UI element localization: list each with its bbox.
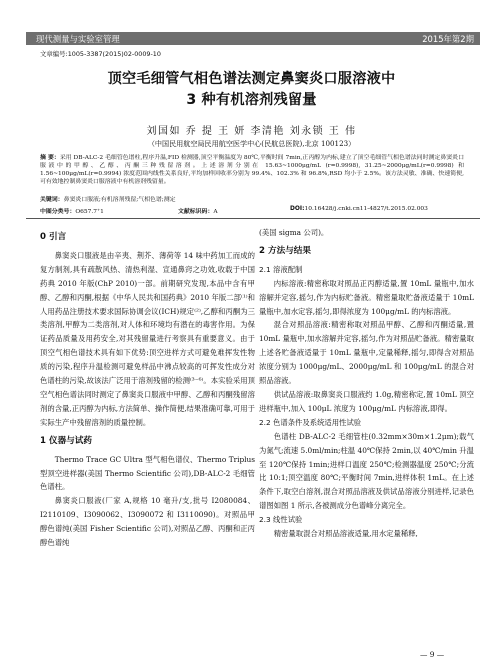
paragraph: 色谱柱 DB-ALC-2 毛细管柱(0.32mm×30m×1.2μm);载气为氮气;流速 5.0ml/min;柱温 40℃保持 2min,以 40℃/min 升温至 120℃保持 1min;进样口温度 250℃;检测器温度 250℃;分流比 10:1;顶空温度 80℃;平衡时间 7min,进样体积 1mL。在上述条件下,取空白溶剂,混合对照品溶液及供试品溶液分别进样,记录色谱图如图 1 所示,各被测成分色谱峰分离完全。 [259,431,474,511]
abstract-text: 采用 DB-ALC-2 毛细管色谱柱,程序升温,FID 检测器,顶空平衡温度为 80℃,平衡时间 7min,正丙醇为内标,建立了顶空毛细管气相色谱法同时测定鼻窦炎口服液中的甲醇、乙醇、丙酮三种残留溶剂。上述溶剂分别在 15.63~1000μg/mL (r=0.9998), 31.25~2000μg/mL(r=0.9998) 和 1.56~100μg/mL(r=0.9994) 浓度范围内线性关系良好,平均加样回收率分别为 99.4%、102.3% 和 96.8%,RSD 均小于 2.5%。该方法灵敏、准确、快速简便,可有效地控制鼻窦炎口服溶液中有机溶剂残留量。 [40,155,464,186]
journal-name: 现代测量与实验室管理 [36,34,120,44]
paragraph: 鼻窦炎口服液(厂家 A,规格 10 毫升/支,批号 I2080084、I2110109、I3090062、I3090072 和 I3110090)。对照品甲醇色谱纯(美国 Fisher Scientific 公司),对照品乙醇、丙酮和正丙醇色谱纯 [40,496,255,548]
section-heading: 0 引言 [40,232,67,242]
paragraph: Thermo Trace GC Ultra 型气相色谱仪、Thermo Triplus 型顶空进样器(美国 Thermo Scientific 公司),DB-ALC-2 毛细管色谱柱。 [40,454,255,492]
section-divider [26,218,480,219]
keywords-label: 关键词： [40,197,64,203]
left-column [40,226,255,550]
paragraph: 精密量取混合对照品溶液适量,用水定量稀释, [273,529,418,539]
clc-value: O657.7⁺1 [75,209,104,215]
affiliation: （中国民用航空局民用航空医学中心(民航总医院),北京 100123） [147,139,356,148]
subsection-heading: 2.1 溶液配制 [259,264,303,274]
doi-label: DOI: [290,206,305,212]
paragraph: 混合对照品溶液:精密称取对照品甲醇、乙醇和丙酮适量,置 10mL 量瓶中,加水溶解并定容,摇匀,作为对照品贮备液。精密量取上述各贮备液适量于 10mL 量瓶中,定量稀释,摇匀,即得含对照品浓度分别为 1000μg/mL、2000μg/mL 和 100μg/mL 的混合对照品溶液。 [259,320,474,386]
subsection-heading: 2.2 色谱条件及系统适用性试验 [259,417,362,427]
paragraph: (美国 sigma 公司)。 [259,228,329,237]
author-list: 刘国如 乔 提 王 妍 李清艳 刘永锁 王 伟 [146,126,357,137]
journal-header-bar [26,32,480,45]
paragraph: 鼻窦炎口服液是由辛夷、荆芥、薄荷等 14 味中药加工而成的复方制剂,具有疏散风热、清热利湿、宣通鼻窍之功效,收载于中国药典 2010 年版(ChP 2010)一部。前期研究发现,本品中含有甲醇、乙醇和丙酮,根据《中华人民共和国药典》2010 年版二部⁽¹⁾和人用药品注册技术要求国际协调会议(ICH)规定⁽²⁾,乙醇和丙酮为三类溶剂,甲醇为二类溶剂,对人体和环境均有潜在的毒害作用。为保证药品质量及用药安全,对其残留量进行考察具有重要意义。由于顶空气相色谱技术具有如下优势:顶空进样方式可避免难挥发性物质的污染,程序升温检测可避免样品中沸点较高的可挥发性成分对色谱柱的污染,故该法广泛用于溶剂残留的检测⁽³⁻⁶⁾。本实验采用顶空气相色谱法同时测定了鼻窦炎口服液中甲醇、乙醇和丙酮残留溶剂的含量,正丙醇为内标,方法简单、操作简便,结果准确可靠,可用于实际生产中残留溶剂的质量控制。 [40,250,255,427]
doi [290,206,428,212]
article-number: 文章编号:1005-3387(2015)02-0009-10 [40,50,161,58]
section-heading: 1 仪器与试药 [40,435,92,446]
right-column [259,226,474,541]
subsection-heading: 2.3 线性试验 [259,515,303,525]
article-title-line-2: 3 种有机溶剂残留量 [186,92,317,108]
article-title-line-1: 顶空毛细管气相色谱法测定鼻窦炎口服溶液中 [107,71,396,87]
doc-code-label: 文献标识码： [178,209,214,215]
keywords [40,194,464,203]
clc-number [40,206,104,215]
page-number: — 9 — [420,650,445,659]
paragraph: 供试品溶液:取鼻窦炎口服液约 1.0g,精密称定,置 10mL 顶空进样瓶中,加入 100μL 浓度为 100μg/mL 内标溶液,即得。 [259,389,474,413]
issue-label: 2015年第2期 [422,34,474,44]
doi-value: 10.16428/j.cnki.cn11-4827/t.2015.02.003 [304,206,428,212]
document-code [178,206,218,215]
clc-label: 中图分类号： [40,209,76,215]
section-heading: 2 方法与结果 [259,245,311,256]
paragraph: 内标溶液:精密称取对照品正丙醇适量,置 10mL 量瓶中,加水溶解并定容,摇匀,作为内标贮备液。精密量取贮备液适量于 10mL 量瓶中,加水定容,摇匀,即得浓度为 100μg/mL 的内标溶液。 [259,278,474,316]
keywords-text: 鼻窦炎口服液;有机溶剂残留;气相色谱;测定 [63,197,176,203]
abstract-label: 摘 要： [40,155,60,161]
doc-code-value: A [213,209,218,215]
abstract [40,154,464,186]
